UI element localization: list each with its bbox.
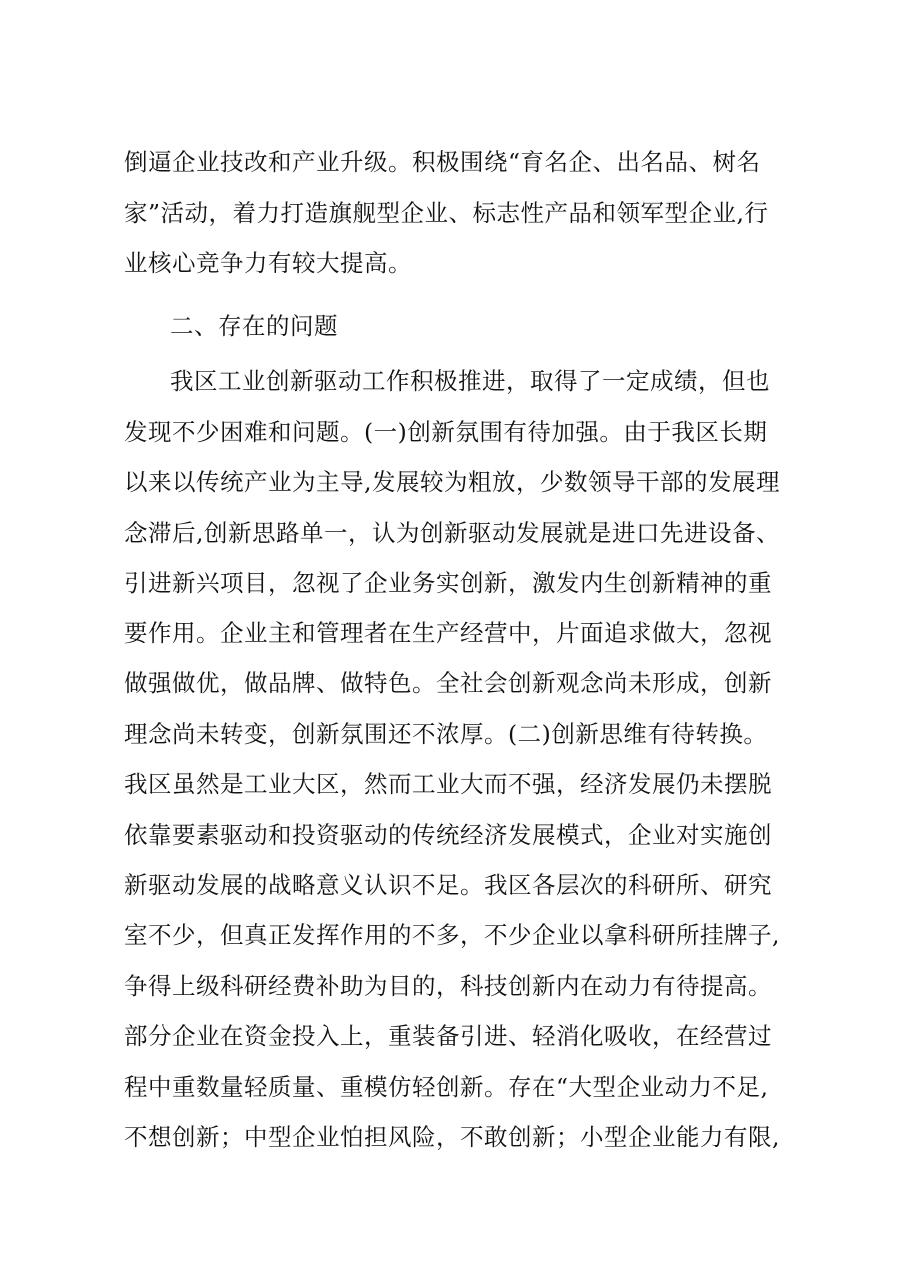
text-line-13: 我区虽然是工业大区，然而工业大而不强，经济发展仍未摆脱 [124, 770, 772, 798]
text-line-2: 家”活动，着力打造旗舰型企业、标志性产品和领军型企业,行 [124, 199, 769, 227]
text-line-11: 做强做优，做品牌、做特色。全社会创新观念尚未形成，创新 [124, 669, 772, 697]
text-line-14: 依靠要素驱动和投资驱动的传统经济发展模式，企业对实施创 [124, 821, 772, 849]
text-line-17: 争得上级科研经费补助为目的，科技创新内在动力有待提高。 [124, 972, 772, 1000]
text-line-18: 部分企业在资金投入上，重装备引进、轻消化吸收，在经营过 [124, 1022, 772, 1050]
text-line-1: 倒逼企业技改和产业升级。积极围绕“育名企、出名品、树名 [124, 148, 761, 176]
text-line-9: 引进新兴项目，忽视了企业务实创新，激发内生创新精神的重 [124, 569, 772, 597]
text-line-20: 不想创新；中型企业怕担风险，不敢创新；小型企业能力有限, [124, 1123, 780, 1151]
text-line-6: 发现不少困难和问题。(一)创新氛围有待加强。由于我区长期 [124, 418, 768, 446]
text-line-19: 程中重数量轻质量、重模仿轻创新。存在“大型企业动力不足, [124, 1073, 769, 1101]
section-heading: 二、存在的问题 [170, 312, 338, 340]
text-line-5: 我区工业创新驱动工作积极推进，取得了一定成绩，但也 [170, 367, 770, 395]
text-line-8: 念滞后,创新思路单一，认为创新驱动发展就是进口先进设备、 [124, 519, 780, 547]
text-line-15: 新驱动发展的战略意义认识不足。我区各层次的科研所、研究 [124, 871, 772, 899]
text-line-3: 业核心竞争力有较大提高。 [124, 249, 412, 277]
text-line-7: 以来以传统产业为主导,发展较为粗放，少数领导干部的发展理 [124, 468, 780, 496]
text-line-12: 理念尚未转变，创新氛围还不浓厚。(二)创新思维有待转换。 [124, 720, 768, 748]
text-line-16: 室不少，但真正发挥作用的不多，不少企业以拿科研所挂牌子, [124, 921, 780, 949]
text-line-10: 要作用。企业主和管理者在生产经营中，片面追求做大，忽视 [124, 619, 772, 647]
